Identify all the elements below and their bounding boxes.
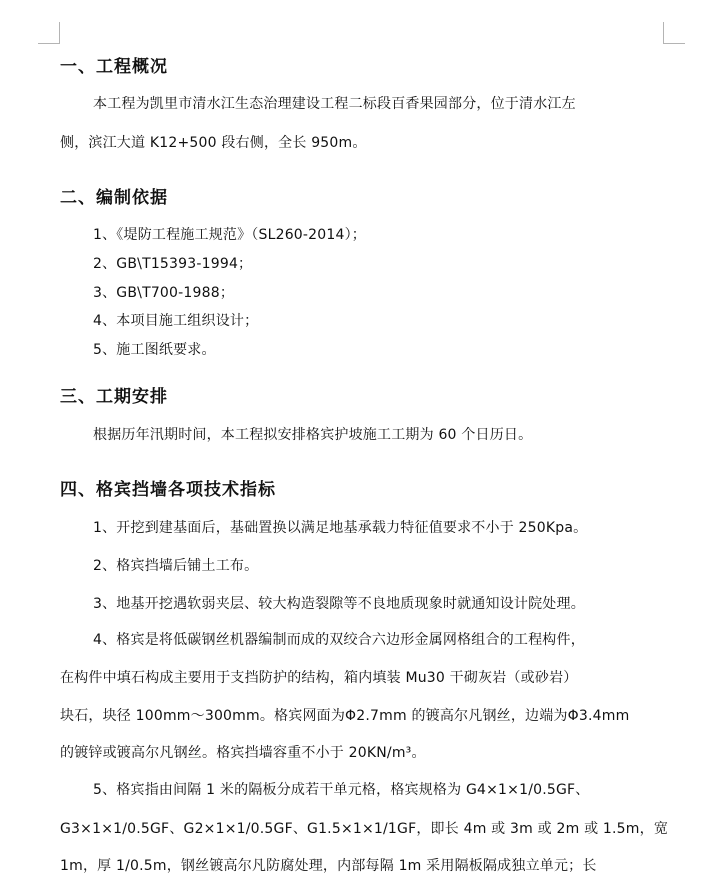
paragraph-line: 1、开挖到建基面后，基础置换以满足地基承载力特征值要求不小于 250Kpa。 [93, 520, 588, 536]
paragraph-line: 1m，厚 1/0.5m，钢丝镀高尔凡防腐处理，内部每隔 1m 采用隔板隔成独立单元；长 [60, 858, 597, 874]
paragraph-line: 块石，块径 100mm～300mm。格宾网面为Φ2.7mm 的镀高尔凡钢丝，边端为Φ3.4mm [60, 708, 630, 724]
paragraph-line: 3、地基开挖遇软弱夹层、较大构造裂隙等不良地质现象时就通知设计院处理。 [93, 596, 585, 612]
list-item: 3、GB\T700-1988； [93, 285, 235, 301]
paragraph-line: 侧，滨江大道 K12+500 段右侧，全长 950m。 [60, 135, 367, 151]
paragraph-line: 本工程为凯里市清水江生态治理建设工程二标段百香果园部分，位于清水江左 [93, 96, 576, 112]
paragraph-line: 4、格宾是将低碳钢丝机器编制而成的双绞合六边形金属网格组合的工程构件， [93, 632, 585, 648]
paragraph-line: 在构件中填石构成主要用于支挡防护的结构，箱内填装 Mu30 干砌灰岩（或砂岩） [60, 670, 578, 686]
section-heading-basis: 二、编制依据 [60, 188, 168, 208]
paragraph-line: G3×1×1/0.5GF、G2×1×1/0.5GF、G1.5×1×1/1GF，即长 4m 或 3m 或 2m 或 1.5m，宽 [60, 821, 669, 837]
list-item: 2、GB\T15393-1994； [93, 256, 253, 272]
paragraph-line: 2、格宾挡墙后铺土工布。 [93, 558, 259, 574]
paragraph-line: 根据历年汛期时间，本工程拟安排格宾护坡施工工期为 60 个日历日。 [93, 427, 533, 443]
list-item: 1、《堤防工程施工规范》（SL260-2014）； [93, 227, 366, 243]
section-heading-technical-indicators: 四、格宾挡墙各项技术指标 [60, 480, 276, 500]
section-heading-overview: 一、工程概况 [60, 57, 168, 77]
paragraph-line: 5、格宾指由间隔 1 米的隔板分成若干单元格，格宾规格为 G4×1×1/0.5GF、 [93, 782, 590, 798]
paragraph-line: 的镀锌或镀高尔凡钢丝。格宾挡墙容重不小于 20KN/m³。 [60, 745, 426, 761]
list-item: 5、施工图纸要求。 [93, 342, 216, 358]
list-item: 4、本项目施工组织设计； [93, 313, 259, 329]
section-heading-schedule: 三、工期安排 [60, 387, 168, 407]
